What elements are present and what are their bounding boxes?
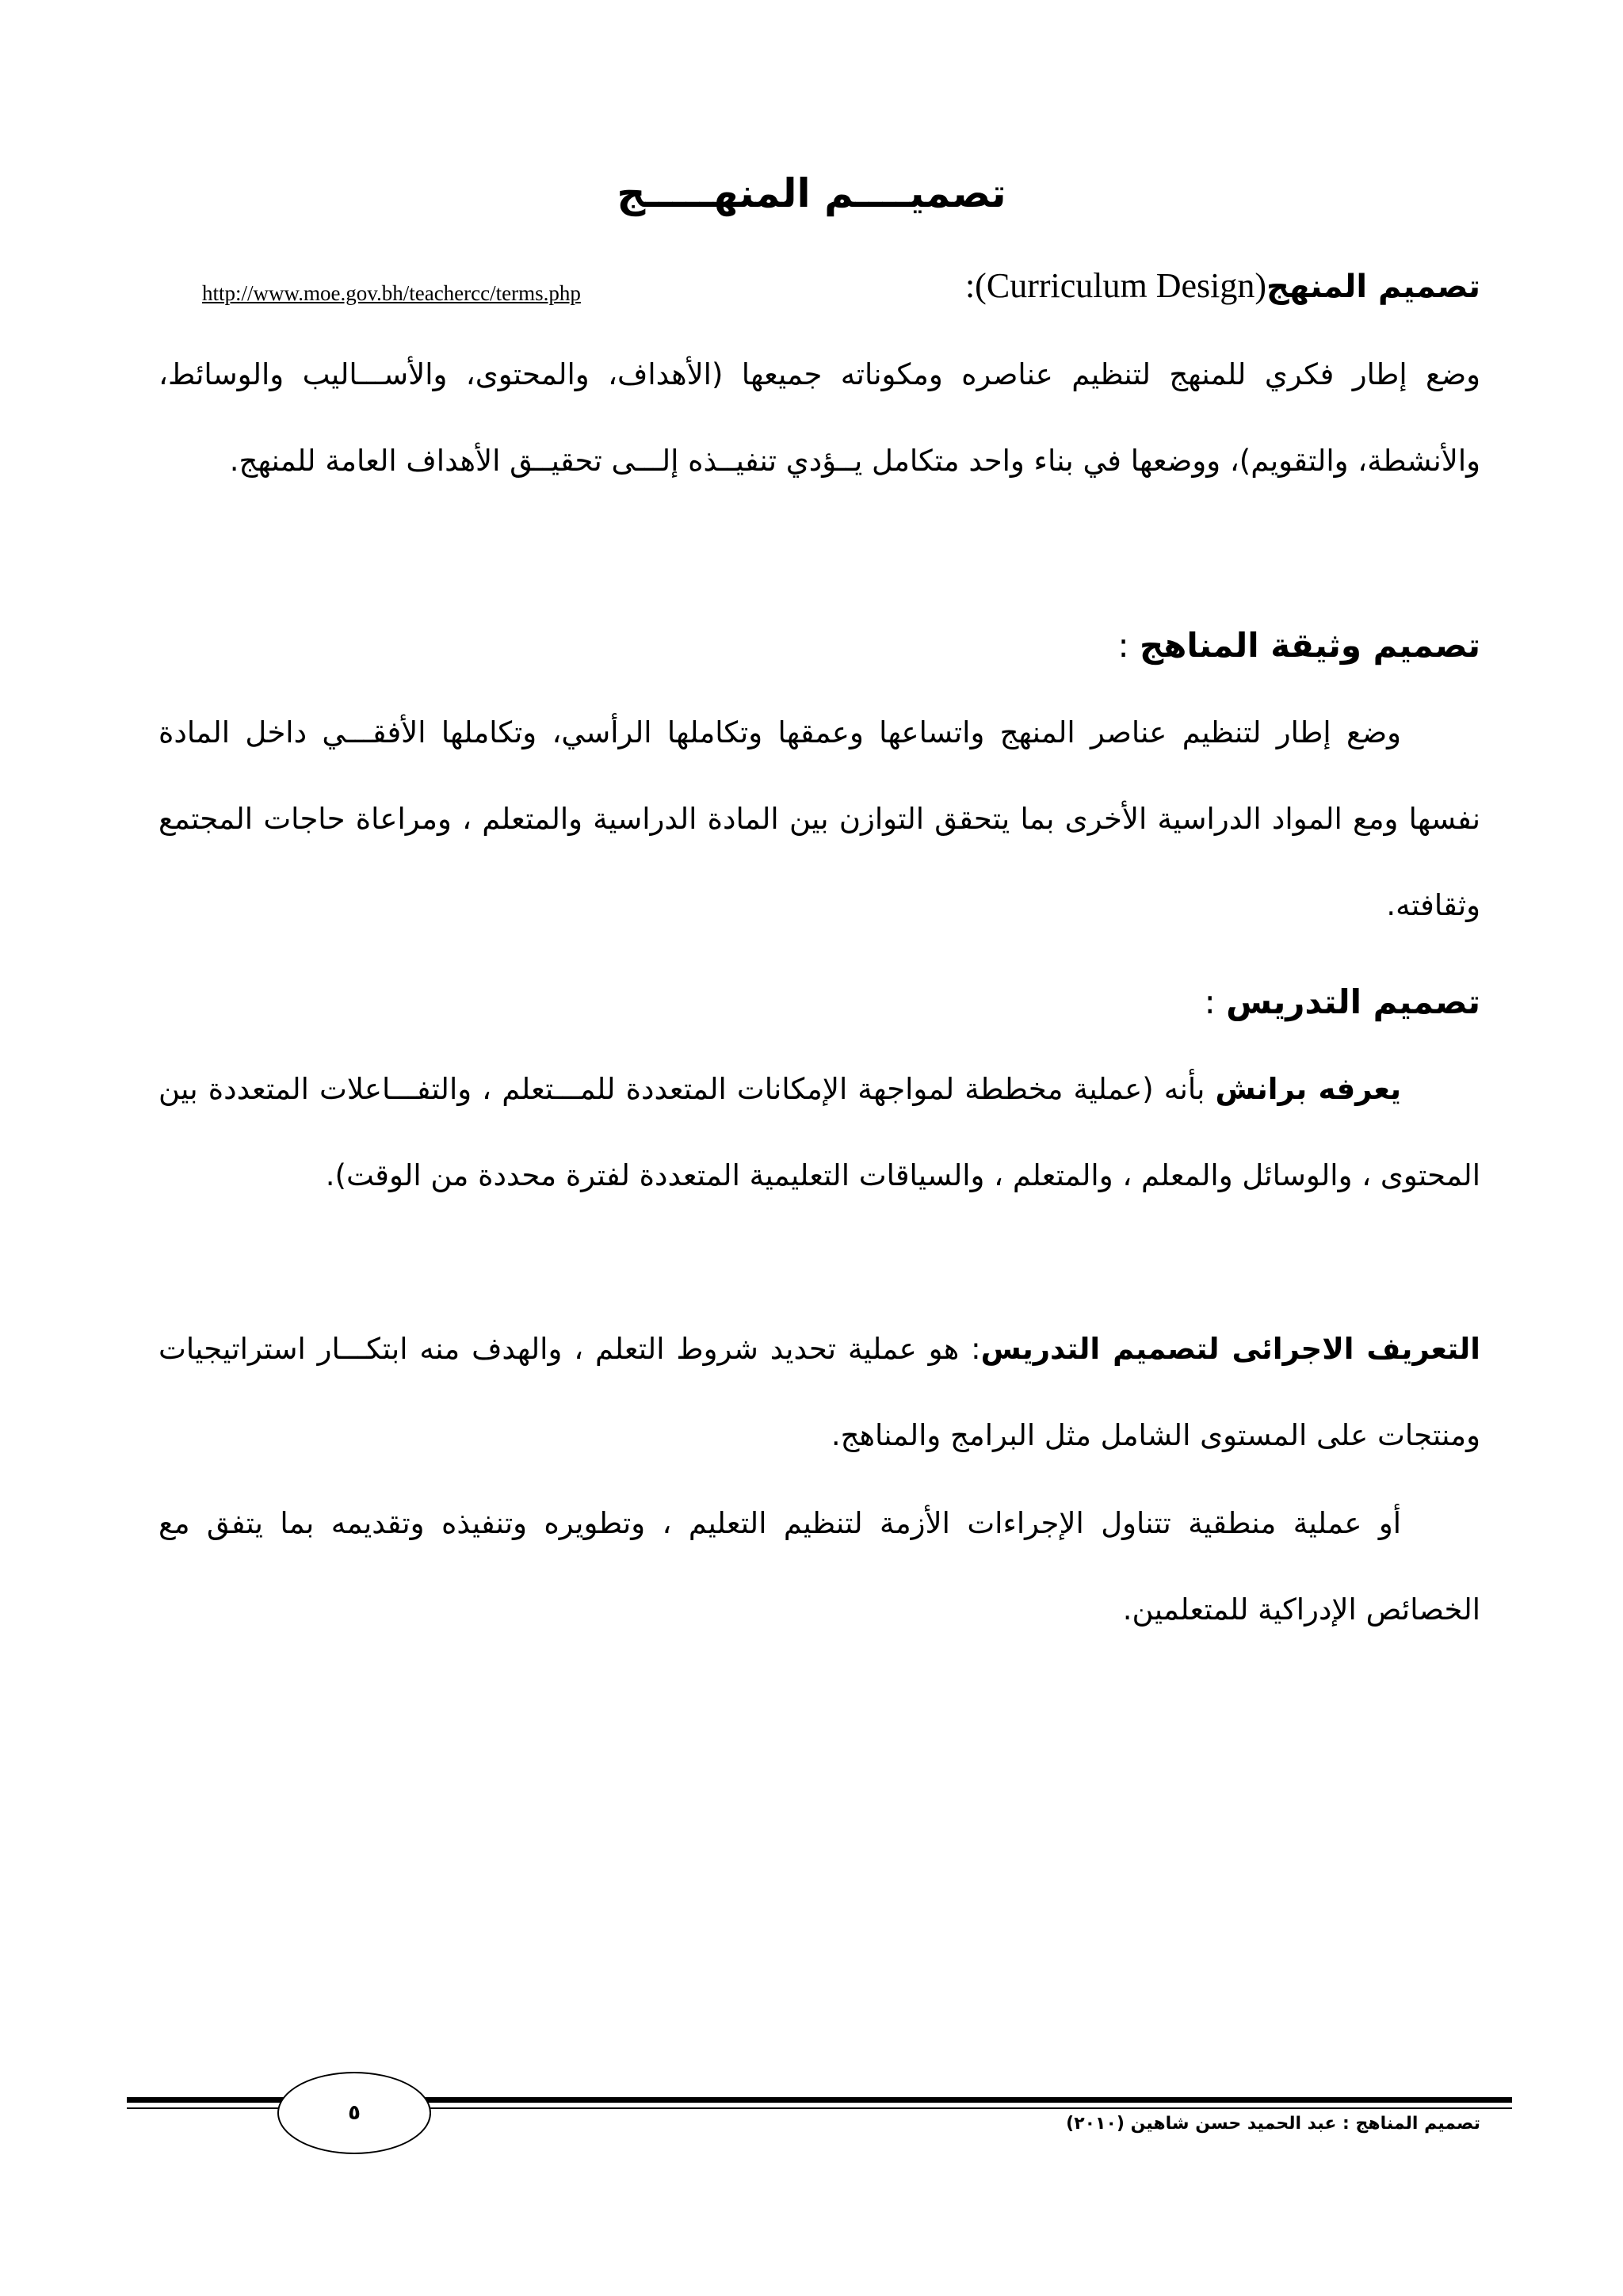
section-heading-text: تصميم التدريس — [1226, 982, 1480, 1021]
instructional-design-paragraph — [158, 1046, 1480, 1219]
section-heading-curriculum-document — [158, 626, 1480, 665]
operational-definition-text: : هو عملية تحديد شروط التعلم ، والهدف منه ابتكـــار استراتيجيات ومنتجات على المستوى الشامل مثل البرامج والمناهج. — [158, 1332, 1480, 1452]
definition-heading-line — [158, 265, 1480, 321]
branch-definition-lead: يعرفه برانش — [1215, 1072, 1401, 1106]
source-url-link[interactable]: http://www.moe.gov.bh/teachercc/terms.php — [202, 281, 581, 305]
page-number: ٥ — [348, 2101, 361, 2125]
definition-heading-latin: (Curriculum Design): — [964, 266, 1267, 305]
logical-process-paragraph: أو عملية منطقية تتناول الإجراءات الأزمة لتنظيم التعليم ، وتطويره وتنفيذه وتقديمه بما يتفق مع الخصائص الإدراكية للمتعلمين. — [158, 1506, 1480, 1627]
footer-credit: تصميم المناهج : عبد الحميد حسن شاهين (٢٠١٠) — [1066, 2114, 1480, 2134]
definition-heading-arabic: تصميم المنهج — [1266, 269, 1480, 305]
branch-definition-text: بأنه (عملية مخططة لمواجهة الإمكانات المتعددة للمـــتعلم ، والتفـــاعلات المتعددة بين المحتوى ، والوسائل والمعلم ، والمتعلم ، والسياقات التعليمية المتعددة لفترة محددة من الوقت). — [158, 1072, 1480, 1192]
definition-paragraph: وضع إطار فكري للمنهج لتنظيم عناصره ومكوناته جميعها (الأهداف، والمحتوى، والأســـاليب والوسائط، والأنشطة، والتقويم)، ووضعها في بناء واحد متكامل يــؤدي تنفيــذه إلـــى تحقيــق الأهداف العامة للمنهج. — [158, 357, 1480, 478]
page-number-badge — [277, 2072, 431, 2154]
curriculum-document-paragraph: وضع إطار لتنظيم عناصر المنهج واتساعها وعمقها وتكاملها الرأسي، وتكاملها الأفقـــي داخل المادة نفسها ومع المواد الدراسية الأخرى بما يتحقق التوازن بين المادة الدراسية والمتعلم ، ومراعاة حاجات المجتمع وثقافته. — [158, 715, 1480, 922]
definition-heading — [965, 265, 1480, 306]
section-heading-instructional-design — [158, 982, 1480, 1021]
operational-definition-lead: التعريف الاجرائى لتصميم التدريس — [980, 1332, 1480, 1366]
operational-definition-paragraph — [158, 1306, 1480, 1478]
section-heading-text: تصميم وثيقة المناهج — [1140, 626, 1480, 665]
page-title: تصميــــم المنهـــــج — [617, 170, 1006, 216]
section-heading-colon: : — [1117, 626, 1140, 665]
section-heading-colon: : — [1204, 982, 1227, 1021]
